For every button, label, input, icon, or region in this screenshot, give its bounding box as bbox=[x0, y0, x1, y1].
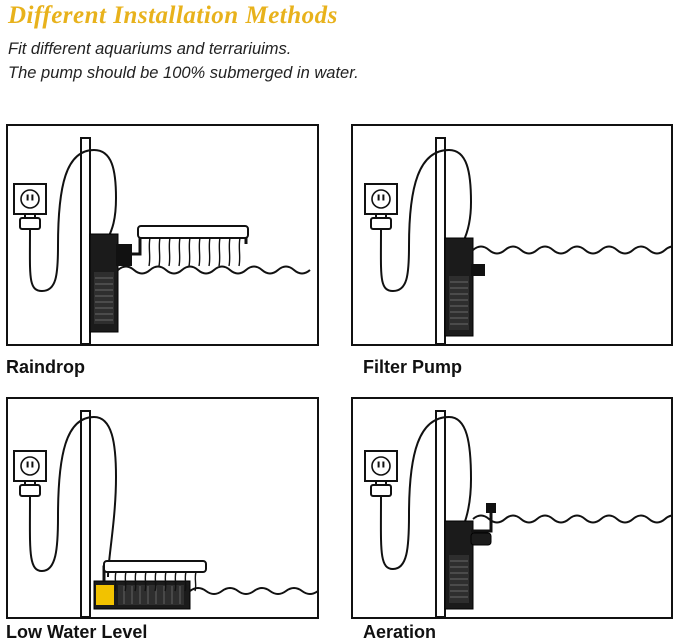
power-outlet-icon bbox=[365, 184, 397, 214]
subtitle-line-1: Fit different aquariums and terrariuims. bbox=[8, 40, 292, 58]
subtitle-line-2: The pump should be 100% submerged in water. bbox=[8, 64, 359, 82]
tank-wall bbox=[436, 138, 445, 344]
outlet-nozzle bbox=[471, 264, 485, 276]
power-plug-icon bbox=[20, 214, 40, 229]
air-intake-tube bbox=[471, 503, 496, 545]
spray-bar bbox=[132, 226, 248, 266]
filter-pump-body bbox=[445, 521, 473, 609]
water-surface-wave bbox=[190, 588, 317, 594]
panel-filter-pump bbox=[351, 124, 673, 346]
raindrop-diagram bbox=[8, 126, 317, 344]
panel-label-filter-pump: Filter Pump bbox=[363, 357, 463, 377]
power-plug-icon bbox=[371, 481, 391, 496]
water-surface-wave bbox=[473, 247, 671, 254]
filter-pump-body bbox=[90, 234, 132, 332]
water-surface-wave bbox=[473, 516, 671, 523]
page-title: Different Installation Methods bbox=[8, 2, 338, 29]
tank-wall bbox=[81, 411, 90, 617]
power-outlet-icon bbox=[14, 451, 46, 481]
panel-low-water-level bbox=[6, 397, 319, 619]
panel-label-aeration: Aeration bbox=[363, 622, 437, 642]
panel-label-raindrop: Raindrop bbox=[6, 357, 85, 377]
power-outlet-icon bbox=[365, 451, 397, 481]
filter-pump-body bbox=[445, 238, 485, 336]
filter-pump-diagram bbox=[353, 126, 671, 344]
tank-wall bbox=[81, 138, 90, 344]
power-outlet-icon bbox=[14, 184, 46, 214]
power-plug-icon bbox=[371, 214, 391, 229]
aeration-nozzle bbox=[471, 533, 491, 545]
low-water-level-diagram bbox=[8, 399, 317, 617]
power-plug-icon bbox=[20, 481, 40, 496]
panel-aeration bbox=[351, 397, 673, 619]
tank-wall bbox=[436, 411, 445, 617]
panel-raindrop bbox=[6, 124, 319, 346]
water-surface-wave bbox=[118, 267, 310, 274]
aeration-diagram bbox=[353, 399, 671, 617]
power-cable bbox=[30, 417, 116, 577]
pump-accent bbox=[96, 585, 114, 605]
panel-label-low-water-level: Low Water Level bbox=[6, 622, 148, 642]
